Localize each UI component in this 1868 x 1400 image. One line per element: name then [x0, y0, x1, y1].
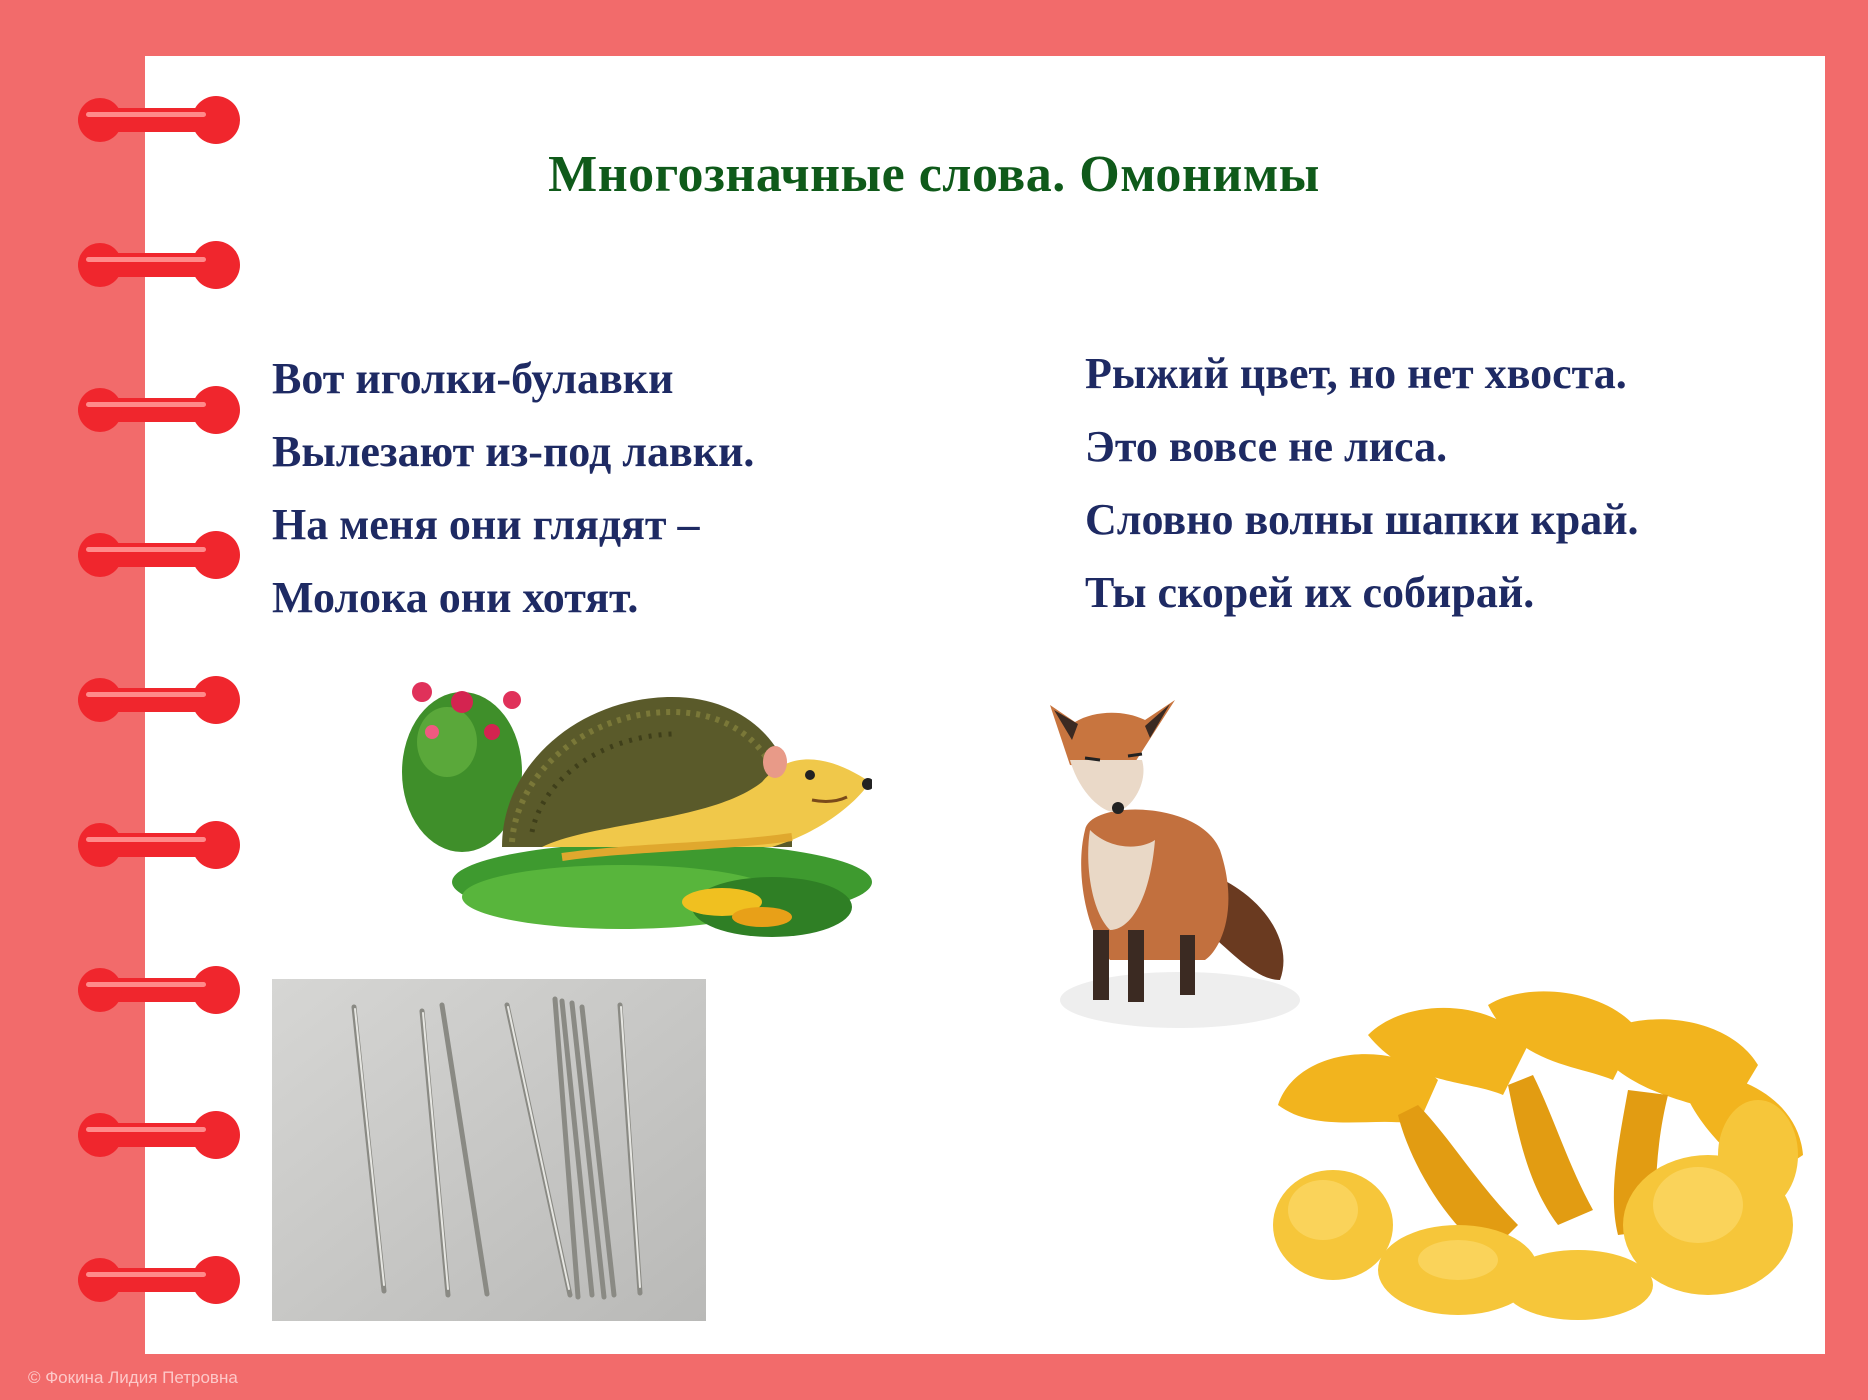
poem-line: На меня они глядят – [272, 500, 700, 549]
binder-ring-icon [72, 382, 242, 438]
binder-ring-icon [72, 1252, 242, 1308]
slide-title: Многозначные слова. Омонимы [548, 146, 1320, 203]
poem-left [272, 342, 754, 634]
fox-photo [1030, 680, 1300, 1030]
poem-line: Рыжий цвет, но нет хвоста. [1085, 349, 1627, 398]
footer-credit: © Фокина Лидия Петровна [28, 1368, 238, 1387]
poem-right [1085, 337, 1639, 629]
poem-line: Это вовсе не лиса. [1085, 422, 1448, 471]
needles-photo [272, 979, 706, 1321]
chanterelle-mushrooms-photo [1258, 985, 1806, 1320]
poem-line: Молока они хотят. [272, 573, 639, 622]
poem-line: Словно волны шапки край. [1085, 495, 1639, 544]
binder-ring-icon [72, 962, 242, 1018]
poem-line: Ты скорей их собирай. [1085, 568, 1535, 617]
binder-ring-icon [72, 672, 242, 728]
binder-ring-icon [72, 237, 242, 293]
binder-ring-icon [72, 527, 242, 583]
binder-ring-icon [72, 817, 242, 873]
poem-line: Вылезают из-под лавки. [272, 427, 755, 476]
poem-line: Вот иголки-булавки [272, 354, 674, 403]
hedgehog-illustration [392, 672, 872, 948]
binder-ring-icon [72, 92, 242, 148]
binder-ring-icon [72, 1107, 242, 1163]
